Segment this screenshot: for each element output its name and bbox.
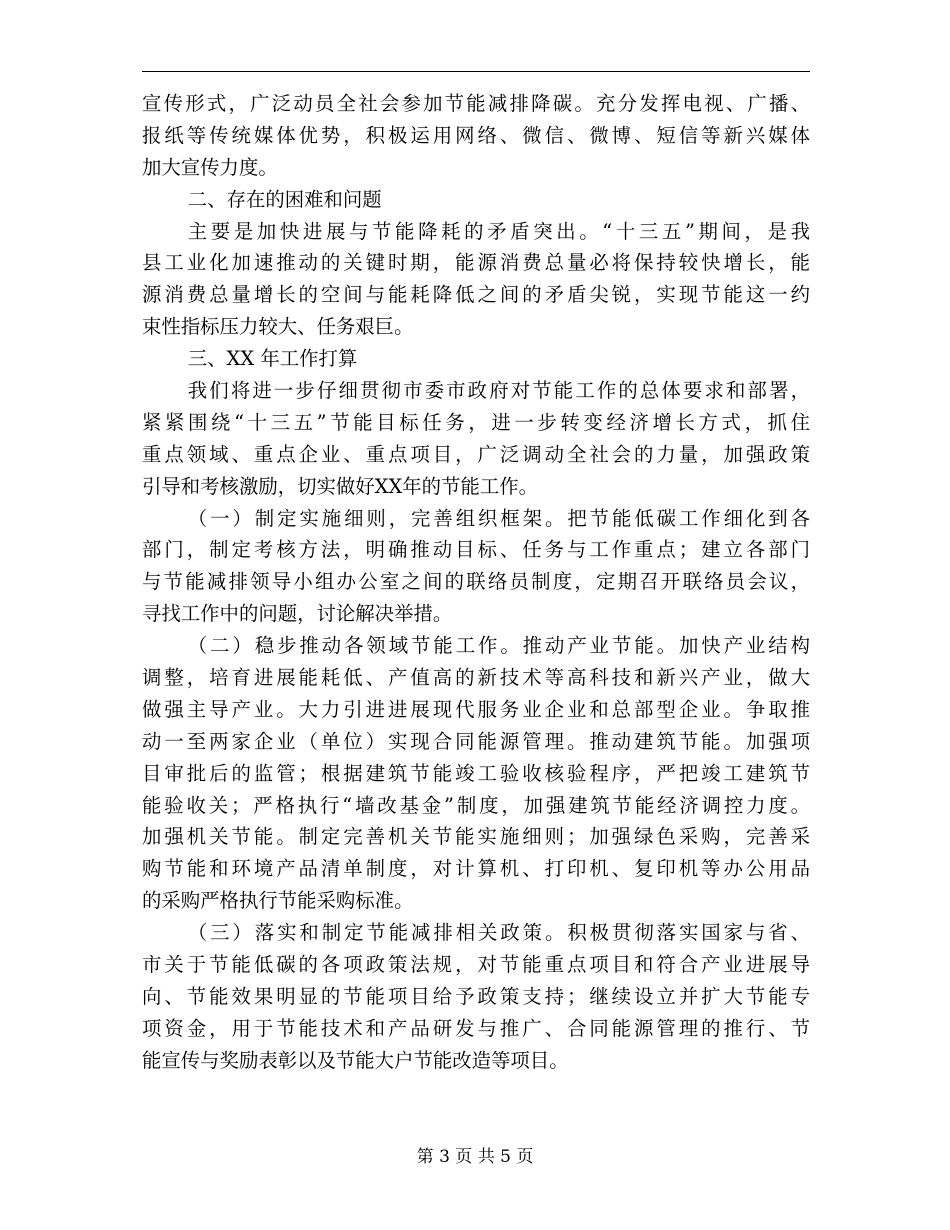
text-line: 动一至两家企业（单位）实现合同能源管理。推动建筑节能。加强项	[142, 729, 810, 753]
text-line: 目审批后的监管；根据建筑节能竣工验收核验程序，严把竣工建筑节	[142, 761, 810, 785]
para-item-2	[142, 630, 810, 917]
text-line: 调整，培育进展能耗低、产值高的新技术等高科技和新兴产业，做大	[142, 666, 810, 690]
text-line: 宣传形式，广泛动员全社会参加节能减排降碳。充分发挥电视、广播、	[142, 92, 810, 115]
text-line: （二）稳步推动各领域节能工作。推动产业节能。加快产业结构	[187, 634, 810, 658]
document-body	[142, 88, 810, 1077]
text-line: 向、节能效果明显的节能项目给予政策支持；继续设立并扩大节能专	[142, 984, 810, 1008]
text-line: 加强机关节能。制定完善机关节能实施细则；加强绿色采购，完善采	[142, 825, 810, 849]
para-propaganda	[142, 88, 810, 184]
para-difficulties	[142, 216, 810, 344]
text-line: 束性指标压力较大、任务艰巨。	[142, 315, 414, 339]
text-line: 能验收关；严格执行“墙改基金”制度，加强建筑节能经济调控力度。	[142, 793, 810, 817]
text-line: 加大宣传力度。	[142, 155, 278, 179]
text-line: 部门，制定考核方法，明确推动目标、任务与工作重点；建立各部门	[142, 538, 810, 562]
heading-plan	[142, 343, 810, 375]
text-line: 做强主导产业。大力引进进展现代服务业企业和总部型企业。争取推	[142, 697, 810, 721]
text-line: 购节能和环境产品清单制度，对计算机、打印机、复印机等办公用品	[142, 857, 810, 881]
text-line: 三、XX 年工作打算	[187, 347, 358, 371]
text-line: 我们将进一步仔细贯彻市委市政府对节能工作的总体要求和部署，	[187, 379, 810, 403]
text-line: 引导和考核激励，切实做好XX年的节能工作。	[142, 474, 539, 498]
para-item-3	[142, 917, 810, 1076]
text-line: 紧紧围绕“十三五”节能目标任务，进一步转变经济增长方式，抓住	[142, 410, 810, 434]
text-line: 的采购严格执行节能采购标准。	[142, 889, 414, 913]
text-line: 重点领域、重点企业、重点项目，广泛调动全社会的力量，加强政策	[142, 442, 810, 466]
text-line: 二、存在的困难和问题	[187, 187, 382, 211]
text-line: 报纸等传统媒体优势，积极运用网络、微信、微博、短信等新兴媒体	[142, 123, 810, 147]
text-line: （一）制定实施细则，完善组织框架。把节能低碳工作细化到各	[187, 506, 810, 530]
text-line: 与节能减排领导小组办公室之间的联络员制度，定期召开联络员会议，	[142, 570, 810, 594]
page-number-footer: 第 3 页 共 5 页	[416, 1147, 534, 1167]
text-line: （三）落实和制定节能减排相关政策。积极贯彻落实国家与省、	[187, 921, 810, 945]
para-item-1	[142, 503, 810, 631]
para-plan	[142, 375, 810, 503]
header-rule	[142, 71, 810, 72]
text-line: 源消费总量增长的空间与能耗降低之间的矛盾尖锐，实现节能这一约	[142, 283, 810, 307]
text-line: 县工业化加速推动的关键时期，能源消费总量必将保持较快增长，能	[142, 251, 810, 275]
text-line: 市关于节能低碳的各项政策法规，对节能重点项目和符合产业进展导	[142, 953, 810, 977]
heading-difficulties	[142, 184, 810, 216]
text-line: 寻找工作中的问题，讨论解决举措。	[142, 602, 453, 626]
text-line: 主要是加快进展与节能降耗的矛盾突出。“十三五”期间，是我	[187, 219, 810, 243]
text-line: 项资金，用于节能技术和产品研发与推广、合同能源管理的推行、节	[142, 1016, 810, 1040]
text-line: 能宣传与奖励表彰以及节能大户节能改造等项目。	[142, 1048, 569, 1072]
